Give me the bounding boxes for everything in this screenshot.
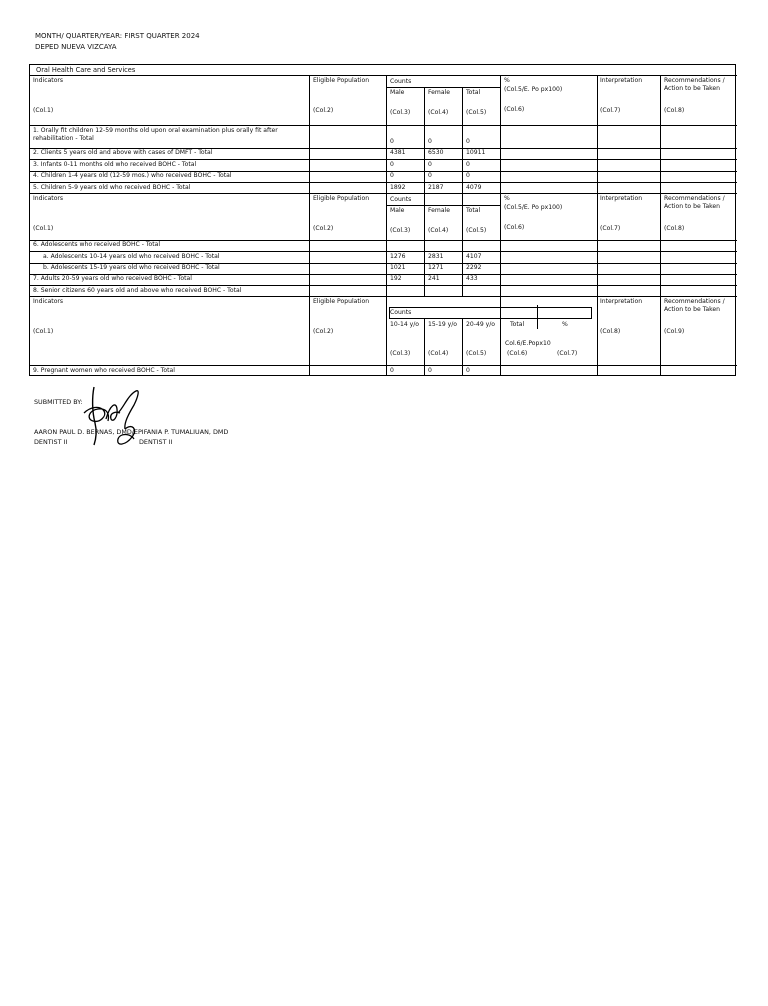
total-header: Total <box>466 207 481 214</box>
male-count: 1276 <box>390 253 406 260</box>
percent-header: % <box>562 321 568 328</box>
grid-line <box>30 296 737 297</box>
male-count: 192 <box>390 275 402 282</box>
grid-line <box>424 319 425 376</box>
report-period: MONTH/ QUARTER/YEAR: FIRST QUARTER 2024 <box>35 32 200 40</box>
grid-line <box>30 365 737 366</box>
total-count: 433 <box>466 275 478 282</box>
grid-line <box>30 251 737 252</box>
col5-label: (Col.5) <box>466 350 487 357</box>
col7-label: (Col.7) <box>557 350 578 357</box>
counts-subheader-box <box>389 307 592 319</box>
signatory-title-2: DENTIST II <box>139 438 173 446</box>
interpretation-header: Interpretation <box>600 77 643 84</box>
handwritten-signature <box>80 383 150 449</box>
percent-header: % <box>504 195 510 202</box>
eligible-population-header: Eligible Population <box>313 195 370 202</box>
recommendations-header: Recommendations / Action to be Taken <box>664 195 725 210</box>
count-20-49: 0 <box>466 367 470 374</box>
col9-label: (Col.9) <box>664 328 685 335</box>
col8-label: (Col.8) <box>664 225 685 232</box>
count-15-19: 0 <box>428 367 432 374</box>
counts-header: Counts <box>390 309 412 316</box>
col6-label: (Col.6) <box>504 106 525 113</box>
total-count: 2292 <box>466 264 482 271</box>
col5-label: (Col.5) <box>466 109 487 116</box>
grid-line <box>309 75 310 376</box>
recommendations-header: Recommendations / Action to be Taken <box>664 77 725 92</box>
eligible-population-header: Eligible Population <box>313 77 370 84</box>
col2-label: (Col.2) <box>313 225 334 232</box>
female-header: Female <box>428 89 451 96</box>
female-count: 0 <box>428 161 432 168</box>
col7-label: (Col.7) <box>600 225 621 232</box>
interpretation-header: Interpretation <box>600 195 643 202</box>
col8-label: (Col.8) <box>600 328 621 335</box>
col5-label: (Col.5) <box>466 227 487 234</box>
female-count: 1271 <box>428 264 444 271</box>
grid-line <box>30 193 737 194</box>
female-count: 2831 <box>428 253 444 260</box>
total-count: 4079 <box>466 184 482 191</box>
col4-label: (Col.4) <box>428 227 449 234</box>
grid-line <box>386 205 500 206</box>
grid-line <box>30 159 737 160</box>
grid-line <box>462 319 463 376</box>
grid-line <box>30 125 737 126</box>
col3-label: (Col.3) <box>390 109 411 116</box>
indicators-header: Indicators <box>33 298 64 305</box>
percent-header: % <box>504 77 510 84</box>
male-header: Male <box>390 89 405 96</box>
grid-line <box>424 87 425 296</box>
female-count: 0 <box>428 138 432 145</box>
grid-line <box>30 75 737 76</box>
eligible-population-header: Eligible Population <box>313 298 370 305</box>
col4-label: (Col.4) <box>428 109 449 116</box>
col6-label: (Col.6) <box>507 350 528 357</box>
recommendations-header: Recommendations / Action to be Taken <box>664 298 725 313</box>
col7-label: (Col.7) <box>600 107 621 114</box>
female-count: 0 <box>428 172 432 179</box>
female-count: 2187 <box>428 184 444 191</box>
grid-line <box>500 75 501 376</box>
age-group-15-19: 15-19 y/o <box>428 321 458 328</box>
grid-line <box>386 75 387 376</box>
total-count: 0 <box>466 138 470 145</box>
total-header: Total <box>466 89 481 96</box>
indicator-label: 2. Clients 5 years old and above with cases of DMFT - Total <box>33 149 213 156</box>
indicator-label: 3. Infants 0-11 months old who received BOHC - Total <box>33 161 197 168</box>
indicator-label: 6. Adolescents who received BOHC - Total <box>33 241 161 248</box>
col4-label: (Col.4) <box>428 350 449 357</box>
indicator-label: b. Adolescents 15-19 years old who received BOHC - Total <box>43 264 220 271</box>
grid-line <box>30 285 737 286</box>
indicator-label: a. Adolescents 10-14 years old who received BOHC - Total <box>43 253 220 260</box>
female-count: 6530 <box>428 149 444 156</box>
counts-header: Counts <box>390 78 412 85</box>
col2-label: (Col.2) <box>313 328 334 335</box>
col1-label: (Col.1) <box>33 107 54 114</box>
male-count: 0 <box>390 161 394 168</box>
grid-line <box>660 75 661 376</box>
indicator-label: 1. Orally fit children 12-59 months old upon oral examination plus orally fit after rehabilitation - Total <box>33 127 278 142</box>
male-count: 1892 <box>390 184 406 191</box>
col3-label: (Col.3) <box>390 350 411 357</box>
counts-header: Counts <box>390 196 412 203</box>
total-count: 4107 <box>466 253 482 260</box>
grid-line <box>597 75 598 376</box>
col2-label: (Col.2) <box>313 107 334 114</box>
age-group-20-49: 20-49 y/o <box>466 321 496 328</box>
male-count: 0 <box>390 138 394 145</box>
oral-health-table <box>29 64 736 376</box>
submitted-by-label: SUBMITTED BY: <box>34 398 83 406</box>
report-organization: DEPED NUEVA VIZCAYA <box>35 43 117 51</box>
indicator-label: 5. Children 5-9 years old who received BOHC - Total <box>33 184 191 191</box>
indicator-label: 8. Senior citizens 60 years old and above who received BOHC - Total <box>33 287 242 294</box>
indicator-label: 7. Adults 20-59 years old who received BOHC - Total <box>33 275 192 282</box>
col8-label: (Col.8) <box>664 107 685 114</box>
female-header: Female <box>428 207 451 214</box>
percent-formula: (Col.5/E. Po px100) <box>504 204 563 211</box>
col3-label: (Col.3) <box>390 227 411 234</box>
indicator-label: 4. Children 1-4 years old (12-59 mos.) who received BOHC - Total <box>33 172 232 179</box>
total-count: 0 <box>466 172 470 179</box>
indicator-label: 9. Pregnant women who received BOHC - Total <box>33 367 175 374</box>
female-count: 241 <box>428 275 440 282</box>
interpretation-header: Interpretation <box>600 298 643 305</box>
col1-label: (Col.1) <box>33 225 54 232</box>
grid-line <box>30 182 737 183</box>
indicators-header: Indicators <box>33 77 64 84</box>
section-title: Oral Health Care and Services <box>36 66 136 74</box>
percent-formula: Col.6/E.Popx10 <box>505 340 551 347</box>
count-10-14: 0 <box>390 367 394 374</box>
male-count: 4381 <box>390 149 406 156</box>
grid-line <box>386 87 500 88</box>
percent-formula: (Col.5/E. Po px100) <box>504 86 563 93</box>
total-header: Total <box>510 321 525 328</box>
male-count: 0 <box>390 172 394 179</box>
signatory-names: AARON PAUL D. BERNAS, DMD/EPIFANIA P. TUMALIUAN, DMD <box>34 428 229 436</box>
total-count: 10911 <box>466 149 486 156</box>
col1-label: (Col.1) <box>33 328 54 335</box>
grid-line <box>462 87 463 296</box>
grid-line <box>537 305 538 329</box>
signatory-title-1: DENTIST II <box>34 438 68 446</box>
male-header: Male <box>390 207 405 214</box>
indicators-header: Indicators <box>33 195 64 202</box>
total-count: 0 <box>466 161 470 168</box>
age-group-10-14: 10-14 y/o <box>390 321 420 328</box>
male-count: 1021 <box>390 264 406 271</box>
col6-label: (Col.6) <box>504 224 525 231</box>
